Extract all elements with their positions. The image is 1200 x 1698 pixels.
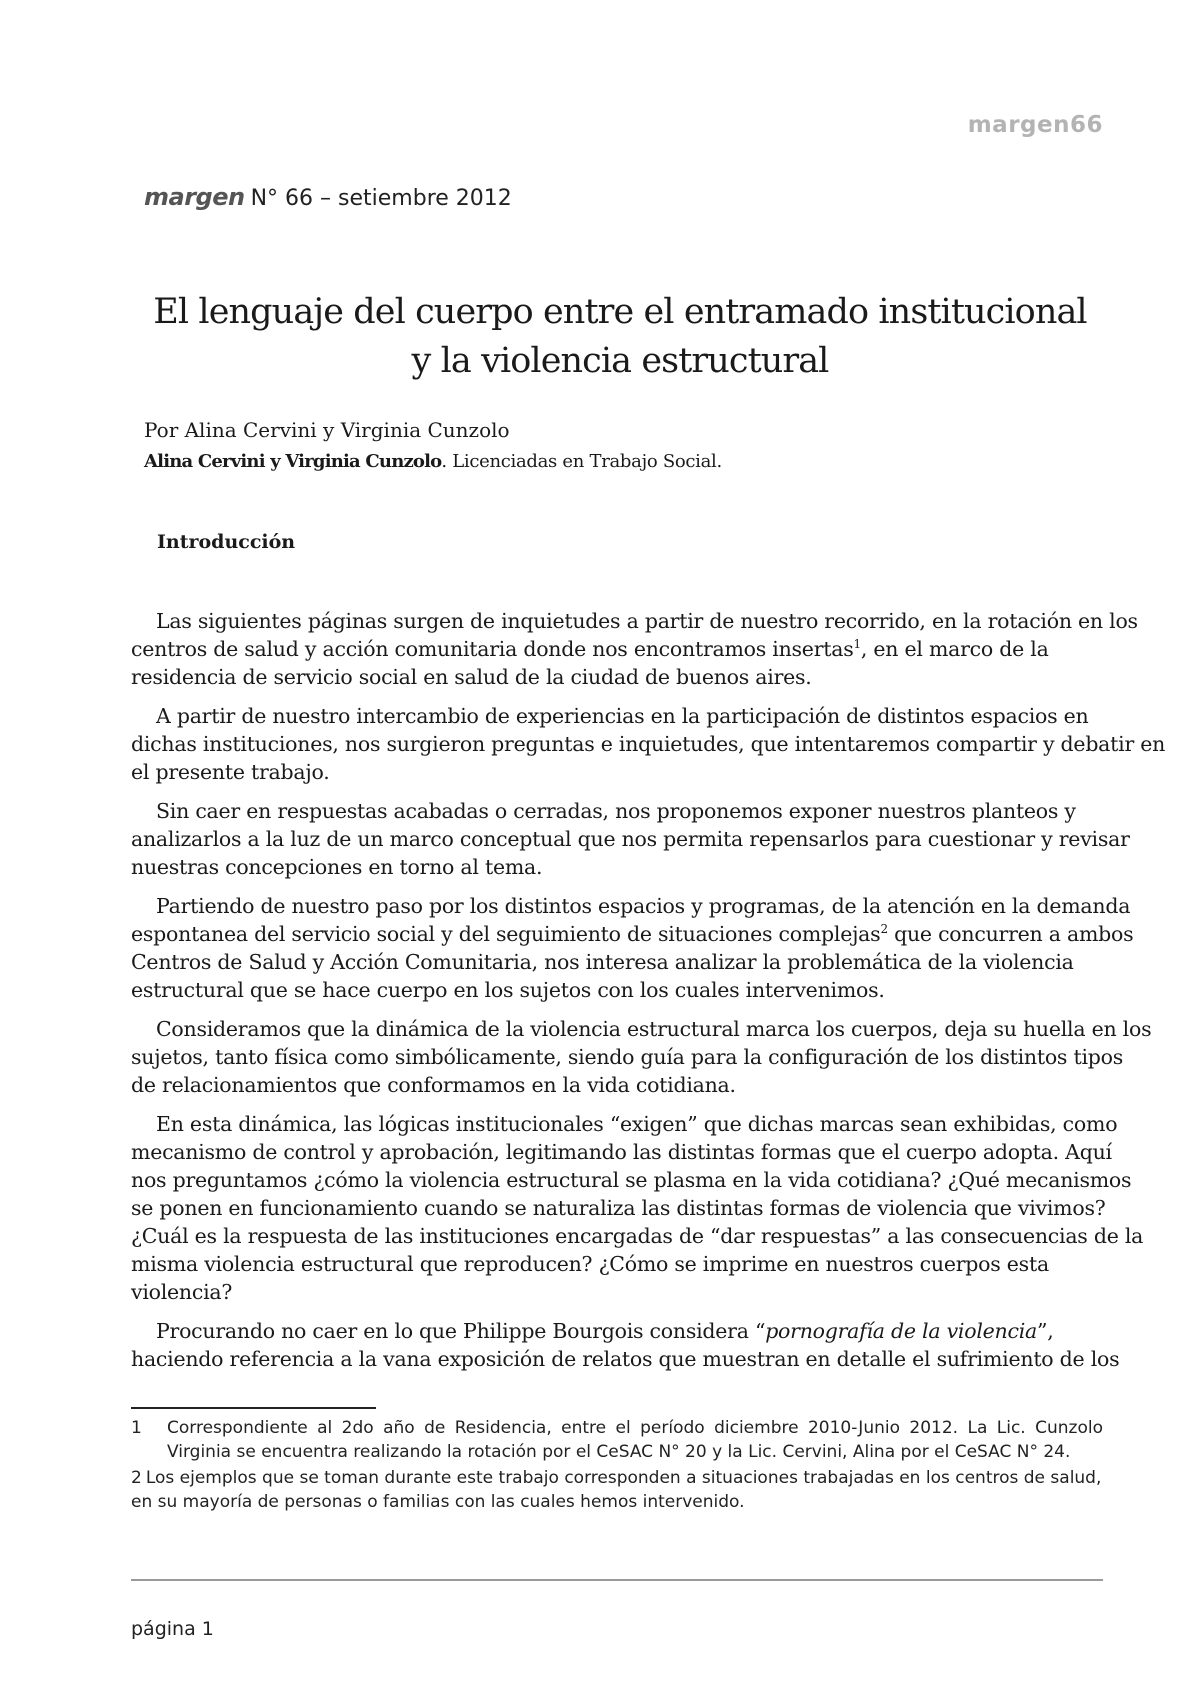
- paragraph-line: mecanismo de control y aprobación, legitimando las distintas formas que el cuerpo adopta. Aquí: [131, 1140, 1112, 1164]
- section-heading: Introducción: [157, 531, 296, 553]
- paragraph-line: En esta dinámica, las lógicas institucionales “exigen” que dichas marcas sean exhibidas, como: [156, 1112, 1118, 1136]
- page-footer-rule: [131, 1579, 1103, 1581]
- paragraph-line: haciendo referencia a la vana exposición de relatos que muestran en detalle el sufrimiento de los: [131, 1347, 1120, 1371]
- body-paragraph: [131, 1110, 1144, 1306]
- body-paragraph: [131, 1015, 1152, 1099]
- paragraph-line: espontanea del servicio social y del seguimiento de situaciones complejas$^2$ que concurren a ambos: [131, 922, 1134, 946]
- title-line: El lenguaje del cuerpo entre el entramado institucional: [153, 292, 1087, 332]
- affiliation-text: . Licenciadas en Trabajo Social.: [441, 451, 722, 472]
- paragraph-line: dichas instituciones, nos surgieron preguntas e inquietudes, que intentaremos compartir y debatir en: [131, 732, 1166, 756]
- body-paragraph: [131, 892, 1134, 1004]
- paragraph-line: residencia de servicio social en salud de la ciudad de buenos aires.: [131, 665, 812, 689]
- paragraph-line: se ponen en funcionamiento cuando se naturaliza las distintas formas de violencia que vivimos?: [131, 1196, 1106, 1220]
- paragraph-line: analizarlos a la luz de un marco conceptual que nos permita repensarlos para cuestionar y revisar: [131, 827, 1130, 851]
- paragraph-line: A partir de nuestro intercambio de experiencias en la participación de distintos espacios en: [156, 704, 1089, 728]
- body-paragraph: [131, 702, 1166, 786]
- brand-wordmark: margen66: [967, 112, 1103, 138]
- issue-number-date: N° 66 – setiembre 2012: [250, 186, 512, 211]
- footnote-text: Los ejemplos que se toman durante este trabajo corresponden a situaciones trabajadas en los centros de salud, en su mayoría de personas o familias con las cuales hemos intervenido.: [131, 1468, 1102, 1512]
- paragraph-line: violencia?: [131, 1280, 233, 1304]
- title-line: y la violencia estructural: [411, 341, 829, 381]
- footnote-2: [131, 1466, 1103, 1514]
- footnote-separator: [131, 1407, 376, 1409]
- footnote-ref[interactable]: 1: [853, 637, 861, 652]
- body-paragraph: [131, 1317, 1120, 1373]
- author-affiliation: [144, 451, 722, 472]
- footnote-ref[interactable]: 2: [880, 922, 888, 937]
- paragraph-line: nos preguntamos ¿cómo la violencia estructural se plasma en la vida cotidiana? ¿Qué mecanismos: [131, 1168, 1132, 1192]
- body-paragraph: [131, 797, 1130, 881]
- paragraph-line: Procurando no caer en lo que Philippe Bourgois considera “pornografía de la violencia”,: [156, 1319, 1054, 1343]
- paragraph-line: ¿Cuál es la respuesta de las instituciones encargadas de “dar respuestas” a las consecuencias de la: [131, 1224, 1144, 1248]
- page-number: página 1: [131, 1618, 214, 1640]
- paragraph-line: Partiendo de nuestro paso por los distintos espacios y programas, de la atención en la demanda: [156, 894, 1131, 918]
- paragraph-line: Consideramos que la dinámica de la violencia estructural marca los cuerpos, deja su huella en los: [156, 1017, 1152, 1041]
- paragraph-line: centros de salud y acción comunitaria donde nos encontramos insertas$^1$, en el marco de la: [131, 637, 1049, 661]
- paragraph-line: nuestras concepciones en torno al tema.: [131, 855, 543, 879]
- article-title: [0, 288, 1200, 386]
- emphasis: pornografía de la violencia: [765, 1319, 1037, 1343]
- paragraph-line: sujetos, tanto física como simbólicamente, siendo guía para la configuración de los distintos tipos: [131, 1045, 1123, 1069]
- author-names: Alina Cervini y Virginia Cunzolo: [144, 451, 442, 472]
- issue-line: [144, 183, 512, 211]
- footnote-number: 2: [131, 1468, 142, 1488]
- paragraph-line: Centros de Salud y Acción Comunitaria, nos interesa analizar la problemática de la violencia: [131, 950, 1074, 974]
- paragraph-line: estructural que se hace cuerpo en los sujetos con los cuales intervenimos.: [131, 978, 885, 1002]
- paragraph-line: misma violencia estructural que reproducen? ¿Cómo se imprime en nuestros cuerpos esta: [131, 1252, 1049, 1276]
- paragraph-line: el presente trabajo.: [131, 760, 330, 784]
- body-text: [131, 607, 1166, 1384]
- paragraph-line: de relacionamientos que conformamos en la vida cotidiana.: [131, 1073, 736, 1097]
- margen-logo: margen: [144, 183, 245, 211]
- footnote-text: Correspondiente al 2do año de Residencia, entre el período diciembre 2010-Junio 2012. La Lic. Cunzolo Virginia se encuentra realizando la rotación por el CeSAC N° 20 y la Lic. Cervini, Alina por el CeSAC N° 24.: [167, 1418, 1103, 1462]
- byline: Por Alina Cervini y Virginia Cunzolo: [144, 418, 510, 442]
- footnote-number: 1: [131, 1418, 142, 1438]
- paragraph-line: Sin caer en respuestas acabadas o cerradas, nos proponemos exponer nuestros planteos y: [156, 799, 1076, 823]
- footnote-1: [131, 1416, 1103, 1464]
- paragraph-line: Las siguientes páginas surgen de inquietudes a partir de nuestro recorrido, en la rotación en los: [156, 609, 1138, 633]
- body-paragraph: [131, 607, 1138, 691]
- footnotes: [131, 1416, 1103, 1514]
